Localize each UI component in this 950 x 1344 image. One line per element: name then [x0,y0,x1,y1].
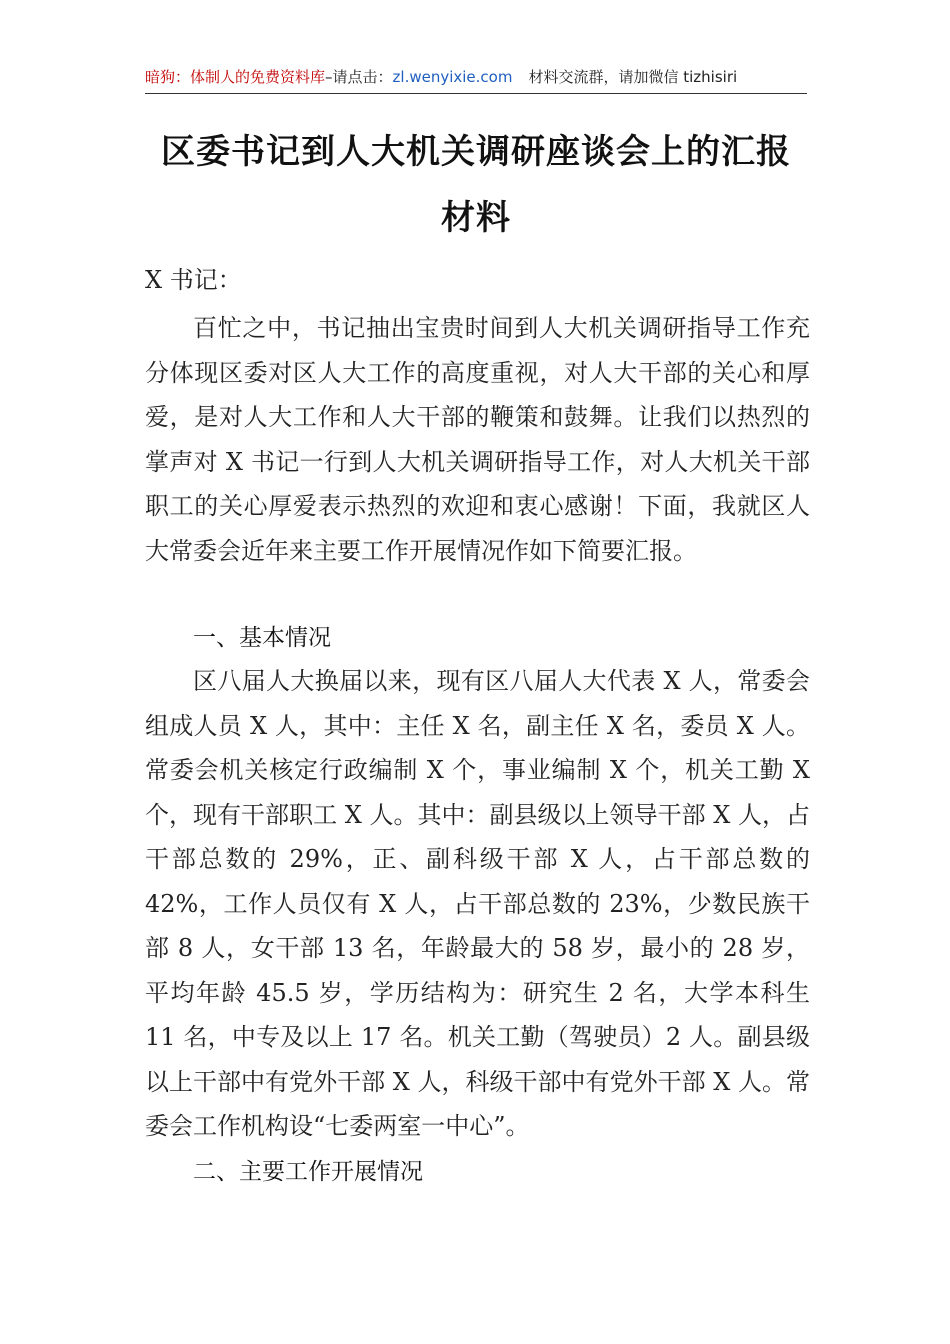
document-title-line1: 区委书记到人大机关调研座谈会上的汇报 [161,132,791,172]
header-brand: 暗狗：体制人的免费资料库 [145,68,326,86]
header-prompt: –请点击： [325,68,393,86]
header-link[interactable]: zl.wenyixie.com [392,68,513,86]
header-divider [145,93,807,94]
salutation: X 书记： [145,266,242,294]
intro-paragraph: 百忙之中，书记抽出宝贵时间到人大机关调研指导工作充分体现区委对区人大工作的高度重视，对人大干部的关心和厚爱，是对人大工作和人大干部的鞭策和鼓舞。让我们以热烈的掌声对 X 书记一行到人大机关调研指导工作，对人大机关干部职工的关心厚爱表示热烈的欢迎和衷心感谢！下面，我就区人大常委会近年来主要工作开展情况作如下简要汇报。 [145,314,810,565]
page-header [145,66,807,88]
section-heading-work: 二、主要工作开展情况 [193,1159,423,1185]
header-note: 材料交流群，请加微信 tizhisiri [528,68,738,86]
basic-info-paragraph: 区八届人大换届以来，现有区八届人大代表 X 人，常委会组成人员 X 人，其中：主任 X 名，副主任 X 名，委员 X 人。常委会机关核定行政编制 X 个，事业编制 X 个，机关工勤 X 个，现有干部职工 X 人。其中：副县级以上领导干部 X 人，占干部总数的 29%，正、副科级干部 X 人，占干部总数的 42%，工作人员仅有 X 人，占干部总数的 23%，少数民族干部 8 人，女干部 13 名，年龄最大的 58 岁，最小的 28 岁，平均年龄 45.5 岁，学历结构为：研究生 2 名，大学本科生 11 名，中专及以上 17 名。机关工勤（驾驶员）2 人。副县级以上干部中有党外干部 X 人，科级干部中有党外干部 X 人。常委会工作机构设“七委两室一中心”。 [145,667,810,1140]
document-title-line2: 材料 [441,198,511,238]
section-heading-basic: 一、基本情况 [193,625,331,651]
